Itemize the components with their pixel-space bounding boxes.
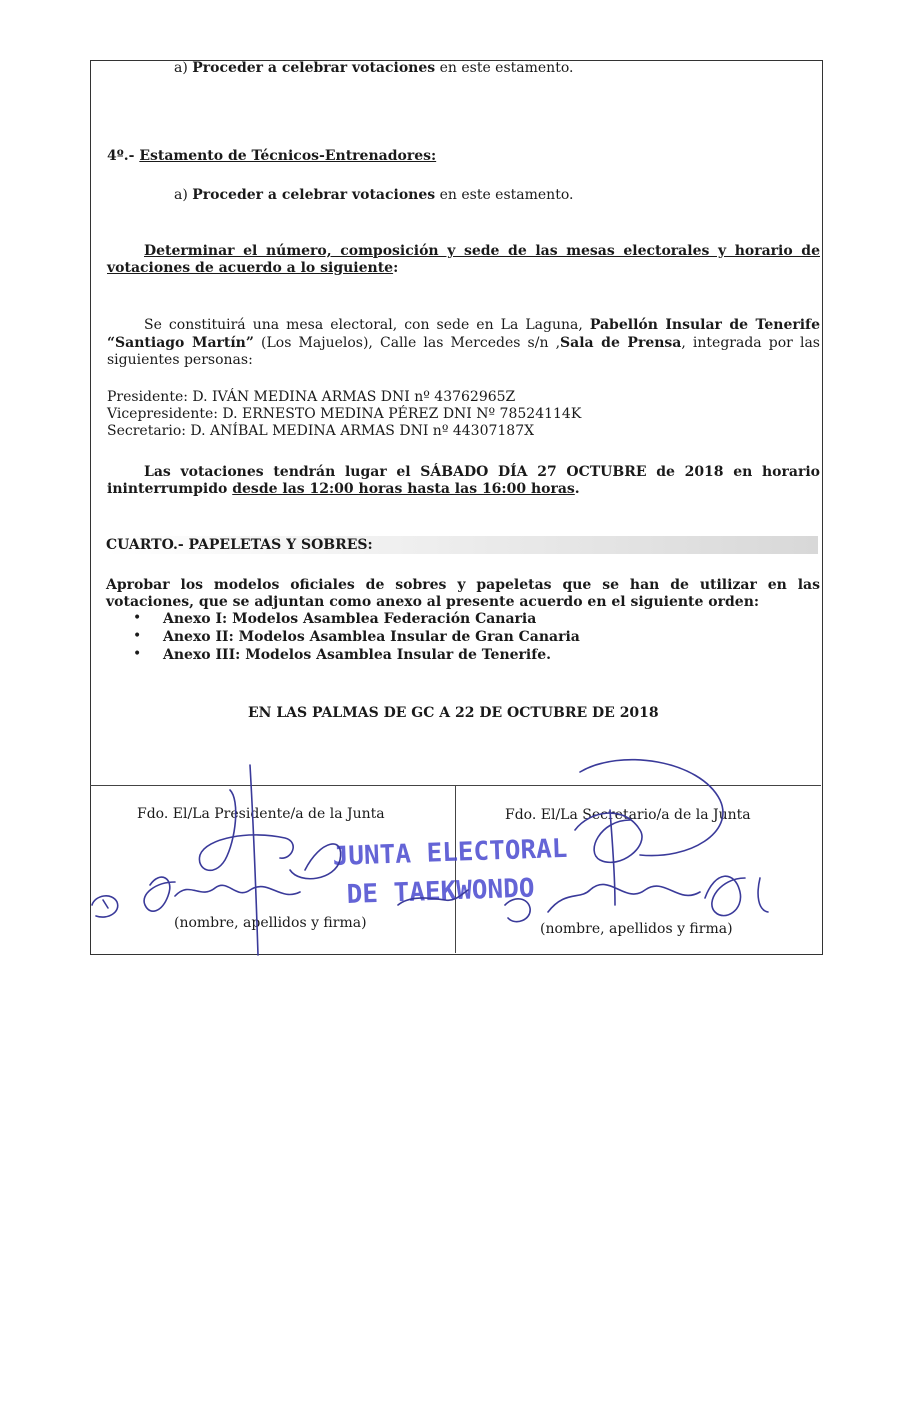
president-signature-stroke [199,790,293,870]
votaciones-line-2: ininterrumpido desde las 12:00 horas hasta las 16:00 horas. [107,481,580,497]
bullet-3: • [133,646,142,662]
anexo-2: Anexo II: Modelos Asamblea Insular de Gran Canaria [163,629,580,645]
place-date: EN LAS PALMAS DE GC A 22 DE OCTUBRE DE 2018 [248,705,659,721]
bullet-1: • [133,610,142,626]
secretary-signature-stroke [548,884,700,912]
stamp-line-1: JUNTA ELECTORAL [332,833,568,872]
member-vicepresident: Vicepresidente: D. ERNESTO MEDINA PÉREZ DNI Nº 78524114K [107,406,582,422]
determinar-line-2: votaciones de acuerdo a lo siguiente: [107,260,399,276]
section-4-heading: 4º.- Estamento de Técnicos-Entrenadores: [107,148,437,164]
mesa-line-2: “Santiago Martín” (Los Majuelos), Calle las Mercedes s/n ,Sala de Prensa, integrada por las [107,335,820,351]
president-signature-stroke [144,877,175,911]
cuarto-heading: CUARTO.- PAPELETAS Y SOBRES: [106,537,373,553]
president-signature-stroke [103,900,108,908]
anexo-3: Anexo III: Modelos Asamblea Insular de Tenerife. [163,647,552,663]
member-secretary: Secretario: D. ANÍBAL MEDINA ARMAS DNI nº 44307187X [107,423,535,439]
bullet-2: • [133,628,142,644]
president-signature-stroke [92,896,118,917]
secretary-signature-stroke [575,813,642,862]
mesa-line-1: Se constituirá una mesa electoral, con sede en La Laguna, Pabellón Insular de Tenerife [144,317,820,333]
stamp-line-2: DE TAEKWONDO [346,873,535,910]
secretary-signature-stroke [758,878,768,912]
item-a-technicians-previous: a) Proceder a celebrar votaciones en este estamento. [174,60,574,76]
mesa-line-3: siguientes personas: [107,352,253,368]
official-stamp [332,834,568,910]
president-signature-label: Fdo. El/La Presidente/a de la Junta [137,806,385,822]
president-signature-stroke [250,765,258,955]
aprobar-line-1: Aprobar los modelos oficiales de sobres y papeletas que se han de utilizar en las [106,577,820,593]
president-signature-caption: (nombre, apellidos y firma) [174,915,367,931]
votaciones-line-1: Las votaciones tendrán lugar el SÁBADO DÍA 27 OCTUBRE de 2018 en horario [144,464,820,480]
secretary-signature-label: Fdo. El/La Secretario/a de la Junta [505,807,751,823]
item-a-trainers: a) Proceder a celebrar votaciones en este estamento. [174,187,574,203]
president-signature-stroke [175,885,300,896]
secretary-signature-caption: (nombre, apellidos y firma) [540,921,733,937]
secretary-signature-stroke [580,760,723,856]
determinar-line-1: Determinar el número, composición y sede de las mesas electorales y horario de [144,243,820,259]
member-president: Presidente: D. IVÁN MEDINA ARMAS DNI nº 43762965Z [107,389,516,405]
secretary-signature-stroke [705,876,745,915]
anexo-1: Anexo I: Modelos Asamblea Federación Canaria [163,611,537,627]
aprobar-line-2: votaciones, que se adjuntan como anexo al presente acuerdo en el siguiente orden: [106,594,760,610]
